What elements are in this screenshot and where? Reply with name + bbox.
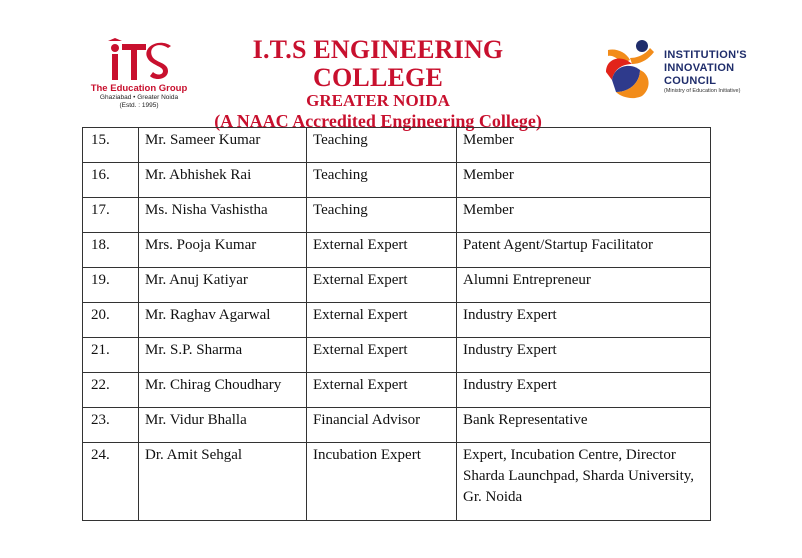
its-locations: Ghaziabad • Greater Noida	[99, 94, 179, 101]
serial-number: 15.	[83, 128, 139, 163]
member-role: Member	[457, 128, 711, 163]
accreditation-line: (A NAAC Accredited Engineering College)	[214, 111, 542, 131]
college-name: I.T.S ENGINEERING COLLEGE	[252, 35, 504, 92]
letterhead	[0, 0, 802, 131]
member-role: Expert, Incubation Centre, Director Sharda Launchpad, Sharda University, Gr. Noida	[457, 443, 711, 521]
member-name: Mr. Raghav Agarwal	[139, 303, 307, 338]
iic-emblem-icon	[600, 38, 662, 102]
serial-number: 22.	[83, 373, 139, 408]
table-row	[83, 303, 711, 338]
member-category: External Expert	[307, 303, 457, 338]
table-row	[83, 373, 711, 408]
table-row	[83, 128, 711, 163]
table-row	[83, 408, 711, 443]
member-category: External Expert	[307, 373, 457, 408]
its-group-name: The Education Group	[90, 83, 188, 94]
member-name: Mr. Anuj Katiyar	[139, 268, 307, 303]
member-role: Bank Representative	[457, 408, 711, 443]
member-name: Mr. Vidur Bhalla	[139, 408, 307, 443]
serial-number: 16.	[83, 163, 139, 198]
iic-title-line-2: INNOVATION	[664, 62, 735, 74]
serial-number: 20.	[83, 303, 139, 338]
its-logo-mark	[80, 38, 198, 84]
member-category: Financial Advisor	[307, 408, 457, 443]
its-logo	[80, 38, 198, 118]
iic-ministry-note: (Ministry of Education Initiative)	[664, 88, 741, 94]
iic-logo	[600, 38, 790, 108]
member-category: External Expert	[307, 233, 457, 268]
member-role: Industry Expert	[457, 338, 711, 373]
member-name: Mr. Sameer Kumar	[139, 128, 307, 163]
member-category: Teaching	[307, 198, 457, 233]
member-role: Patent Agent/Startup Facilitator	[457, 233, 711, 268]
member-category: Incubation Expert	[307, 443, 457, 521]
member-role: Industry Expert	[457, 303, 711, 338]
its-established: (Estd. : 1995)	[119, 102, 159, 109]
serial-number: 21.	[83, 338, 139, 373]
member-category: Teaching	[307, 163, 457, 198]
member-name: Mr. Abhishek Rai	[139, 163, 307, 198]
table-row	[83, 198, 711, 233]
table-row	[83, 233, 711, 268]
iic-title-line-3: COUNCIL	[664, 75, 717, 87]
table-row	[83, 163, 711, 198]
member-role: Member	[457, 198, 711, 233]
table-row	[83, 443, 711, 521]
college-title-block	[198, 36, 558, 132]
member-name: Dr. Amit Sehgal	[139, 443, 307, 521]
member-category: Teaching	[307, 128, 457, 163]
member-name: Ms. Nisha Vashistha	[139, 198, 307, 233]
serial-number: 23.	[83, 408, 139, 443]
member-category: External Expert	[307, 268, 457, 303]
member-role: Alumni Entrepreneur	[457, 268, 711, 303]
college-city: GREATER NOIDA	[306, 91, 450, 110]
serial-number: 24.	[83, 443, 139, 521]
table-row	[83, 268, 711, 303]
serial-number: 19.	[83, 268, 139, 303]
member-name: Mrs. Pooja Kumar	[139, 233, 307, 268]
table-row	[83, 338, 711, 373]
member-role: Member	[457, 163, 711, 198]
members-table	[82, 127, 711, 521]
member-name: Mr. Chirag Choudhary	[139, 373, 307, 408]
serial-number: 17.	[83, 198, 139, 233]
member-category: External Expert	[307, 338, 457, 373]
iic-title-line-1: INSTITUTION'S	[664, 49, 747, 61]
serial-number: 18.	[83, 233, 139, 268]
member-role: Industry Expert	[457, 373, 711, 408]
member-name: Mr. S.P. Sharma	[139, 338, 307, 373]
